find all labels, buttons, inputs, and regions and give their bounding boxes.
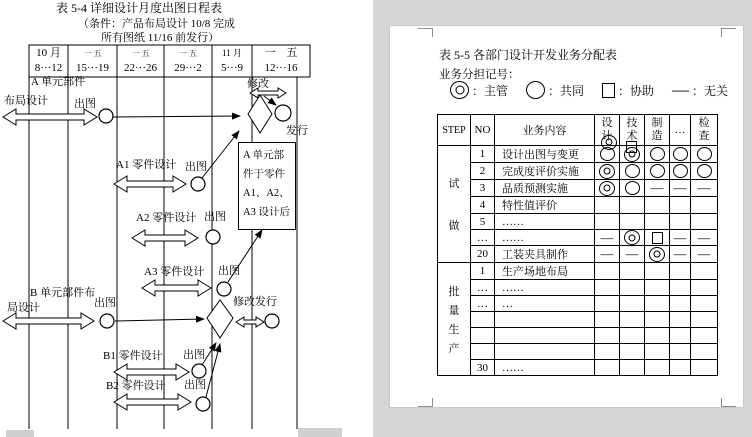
table-row [438,280,718,296]
mark-cell [670,328,691,344]
milestone-issue-a [275,105,291,121]
task-bar-a2 [132,230,198,246]
no-cell: … [471,296,495,312]
calendar-col6-days: 12···16 [264,62,298,74]
stray-square-icon [626,138,637,156]
mark-cell [620,214,645,230]
mark-cell [670,360,691,376]
mark-cell [620,280,645,296]
no-cell [471,344,495,360]
content-cell [495,328,595,344]
task-bar-a-unit [3,109,97,125]
calendar-col4-days: 29···2 [174,62,202,74]
mark-cell [645,312,670,328]
chutu-label-b: 出图 [94,297,116,309]
no-cell: 3 [471,180,495,197]
legend-label: ：协助 [618,83,655,98]
content-cell [495,312,595,328]
mark-cell [620,328,645,344]
task-label-a1: A1 零件设计 [116,159,177,171]
mark-cell [620,230,645,246]
mark-cell [691,214,718,230]
mark-cell [670,197,691,214]
mark-cell [691,296,718,312]
xiugai-faxing-label: 修改发行 [233,296,277,308]
circle-icon [697,164,712,178]
double-circle-inner [654,251,661,258]
desk-background [373,0,752,437]
mark-cell [645,360,670,376]
mark-cell [595,246,620,263]
text-boundary-mark [418,28,433,37]
dash-icon: — [673,246,687,262]
chutu-label-b2: 出图 [184,379,206,391]
no-cell: 30 [471,360,495,376]
table-row [438,230,718,246]
condition-line-1: （条件：产品布局设计 10/8 完成 [78,18,236,30]
mark-cell [691,146,718,163]
decision-diamond-b [207,300,233,338]
milestone-a2 [206,230,220,244]
mark-cell [645,328,670,344]
square-icon [626,141,637,153]
milestone-issue-b [265,314,279,328]
calendar-col2-top: 一 五 [83,49,102,58]
legend-label: ：共同 [548,83,585,98]
mark-cell [670,344,691,360]
mark-cell [670,312,691,328]
mark-cell [670,296,691,312]
square-icon [602,83,615,98]
no-cell: 20 [471,246,495,263]
dash-icon: — [650,180,664,196]
task-bar-b-unit [3,313,94,329]
legend-item [526,81,584,99]
chutu-label-a2: 出图 [204,211,226,223]
calendar-col3-top: 一 五 [131,49,150,58]
mark-cell [645,214,670,230]
mark-cell [670,180,691,197]
double-circle-icon [624,230,640,245]
no-cell: 4 [471,197,495,214]
double-circle-inner [604,168,611,175]
double-circle-icon [599,181,615,196]
mark-cell [620,312,645,328]
mark-cell [691,263,718,280]
text-boundary-mark [721,28,736,37]
circle-icon [625,181,640,195]
mark-cell [645,344,670,360]
business-allocation-table [437,114,718,376]
content-cell: 工装夹具制作 [495,246,595,263]
chutu-label-b1: 出图 [183,349,205,361]
mark-cell [645,163,670,180]
note-line-4: A3 设计后 [243,207,290,218]
calendar-col1-month: 10 月 [36,47,61,59]
table-row [438,312,718,328]
no-cell [471,328,495,344]
mark-cell [645,197,670,214]
task-bar-a3 [142,280,211,296]
table-row [438,360,718,376]
stray-double-circle-icon [601,133,617,151]
task-bar-b2 [114,394,191,410]
content-cell: 特性值评价 [495,197,595,214]
step-cell [438,263,471,376]
table-row [438,328,718,344]
mark-cell [645,263,670,280]
chutu-label-a3: 出图 [218,265,240,277]
faxing-label: 发行 [286,125,308,137]
mark-cell [645,146,670,163]
milestone-a-unit [99,109,113,123]
mark-cell [595,360,620,376]
mark-cell [645,296,670,312]
text-boundary-mark [418,398,433,407]
table-row [438,180,718,197]
mark-cell [691,180,718,197]
task-label-b-unit-1: B 单元部件布 [30,287,96,299]
scan-artifact [6,430,34,437]
mark-cell [670,146,691,163]
mark-cell [670,280,691,296]
table-row [438,246,718,263]
square-icon [652,232,663,244]
task-bar-a1 [114,176,186,192]
task-label-a3: A3 零件设计 [144,266,205,278]
left-page-title: 表 5-4 详细设计月度出图日程表 [56,1,222,15]
dash-icon: — [600,246,614,262]
mark-cell [620,197,645,214]
mark-cell [670,246,691,263]
note-line-1: A 单元部 [243,150,285,161]
dept-header-label: 制 造 [651,117,663,142]
left-document-page [0,0,373,437]
mark-cell [595,312,620,328]
mark-cell [691,197,718,214]
mark-cell [595,163,620,180]
mark-cell [670,230,691,246]
mark-cell [595,328,620,344]
mark-cell [620,246,645,263]
mark-cell [595,263,620,280]
mark-cell [691,360,718,376]
mark-cell [691,312,718,328]
xiugai-label: 修改 [247,78,269,90]
double-circle-icon [450,81,469,99]
no-cell: 2 [471,163,495,180]
content-cell: …… [495,360,595,376]
legend [450,81,728,99]
mark-cell [620,360,645,376]
note-box [238,142,296,230]
mark-cell [595,280,620,296]
dept-header-label: 技 术 [626,117,638,142]
mark-cell [670,163,691,180]
calendar-col3-days: 22···26 [124,62,157,74]
mark-cell [645,230,670,246]
task-label-b1: B1 零件设计 [103,350,163,362]
task-label-b2: B2 零件设计 [106,380,166,392]
mark-cell [691,246,718,263]
milestone-b1 [192,364,206,378]
mark-cell [691,230,718,246]
mark-cell [595,296,620,312]
calendar-col4-top: 一 五 [179,49,197,58]
milestone-a1 [191,177,205,191]
mark-cell [620,296,645,312]
content-cell: 生产场地布局 [495,263,595,280]
table-header-cell: STEP [438,115,471,146]
mark-cell [645,280,670,296]
mark-cell [595,214,620,230]
dash-icon: — [672,80,690,99]
dash-icon: — [697,180,711,196]
content-cell: … [495,296,595,312]
calendar-col6-top: 一 五 [264,47,298,59]
legend-item [672,82,728,99]
chutu-label-a: 出图 [74,98,96,110]
circle-icon [625,164,640,178]
note-line-3: A1、A2、 [243,188,290,199]
dept-header-label: 检 查 [698,117,710,142]
table-row [438,263,718,280]
circle-icon [650,147,665,161]
dash-icon: — [600,229,614,245]
circle-icon [697,147,712,161]
dash-icon: — [673,229,687,245]
mark-cell [620,163,645,180]
dash-icon: — [673,180,687,196]
mark-cell [691,280,718,296]
content-cell: …… [495,230,595,246]
calendar-col2-days: 15···19 [76,62,109,74]
dept-header-label: … [674,123,686,136]
table-row [438,146,718,163]
scan-artifact [298,428,342,437]
chutu-label-a1: 出图 [185,161,207,173]
double-circle-inner [455,86,464,95]
mark-cell [691,344,718,360]
right-document-page [389,25,744,408]
table-header-cell [645,115,670,146]
double-circle-icon [599,164,615,179]
mark-cell [595,230,620,246]
content-cell: 品质预测实施 [495,180,595,197]
table-row [438,214,718,230]
mark-cell [645,180,670,197]
mark-cell [670,263,691,280]
task-bar-b1 [114,364,189,380]
milestone-a3 [217,282,231,296]
task-label-a2: A2 零件设计 [136,212,197,224]
no-cell: … [471,280,495,296]
content-cell: 设计出图与变更 [495,146,595,163]
mark-cell [691,163,718,180]
no-cell: 1 [471,146,495,163]
table-header-cell: NO [471,115,495,146]
mark-cell [595,180,620,197]
no-cell: … [471,230,495,246]
double-circle-inner [606,139,613,146]
table-header-cell [691,115,718,146]
no-cell [471,312,495,328]
no-cell: 5 [471,214,495,230]
table-header-row [438,115,718,146]
content-cell [495,344,595,360]
table-header-cell: 业务内容 [495,115,595,146]
legend-label: ：无关 [692,83,729,98]
dept-header-label: 设 计 [601,117,613,142]
calendar-col1-days: 8···12 [34,62,63,74]
table-row [438,296,718,312]
table-header-cell [670,115,691,146]
double-circle-icon [649,247,665,262]
calendar-col5-days: 5···9 [221,62,243,74]
legend-label: ：主管 [472,83,509,98]
content-cell: …… [495,214,595,230]
circle-icon [526,81,545,99]
step-label: 批 量 生 产 [448,285,460,355]
task-label-a-unit-2: 布局设计 [4,95,48,107]
step-label: 试 做 [448,178,460,232]
mark-cell [595,197,620,214]
content-cell: 完成度评价实施 [495,163,595,180]
text-boundary-mark [721,398,736,407]
mark-cell [645,246,670,263]
circle-icon [673,164,688,178]
table-row [438,197,718,214]
legend-item [602,82,654,99]
no-cell: 1 [471,263,495,280]
double-circle-icon [601,135,617,150]
milestone-b2 [196,397,210,411]
double-circle-inner [604,185,611,192]
circle-icon [673,147,688,161]
mark-cell [670,214,691,230]
dash-icon: — [697,246,711,262]
table-row [438,163,718,180]
legend-item [450,81,508,99]
task-label-b-unit-2: 局设计 [7,302,40,314]
table-row [438,344,718,360]
double-circle-inner [629,234,636,241]
milestone-b-unit [100,314,114,328]
mark-cell [691,328,718,344]
calendar-col5-month: 11 月 [222,48,242,58]
condition-line-2: 所有图纸 11/16 前发行） [101,32,220,44]
dash-icon: — [625,246,639,262]
mark-cell [620,180,645,197]
mark-cell [620,344,645,360]
mark-cell [595,344,620,360]
task-label-a-unit-1: A 单元部件 [31,76,86,88]
note-line-2: 件于零件 [243,169,285,180]
revise-bar-b [236,317,264,327]
content-cell: …… [495,280,595,296]
step-cell [438,146,471,263]
legend-caption: 业务分担记号： [439,69,520,81]
circle-icon [650,164,665,178]
mark-cell [620,263,645,280]
right-page-title: 表 5-5 各部门设计开发业务分配表 [439,48,617,62]
dash-icon: — [697,229,711,245]
